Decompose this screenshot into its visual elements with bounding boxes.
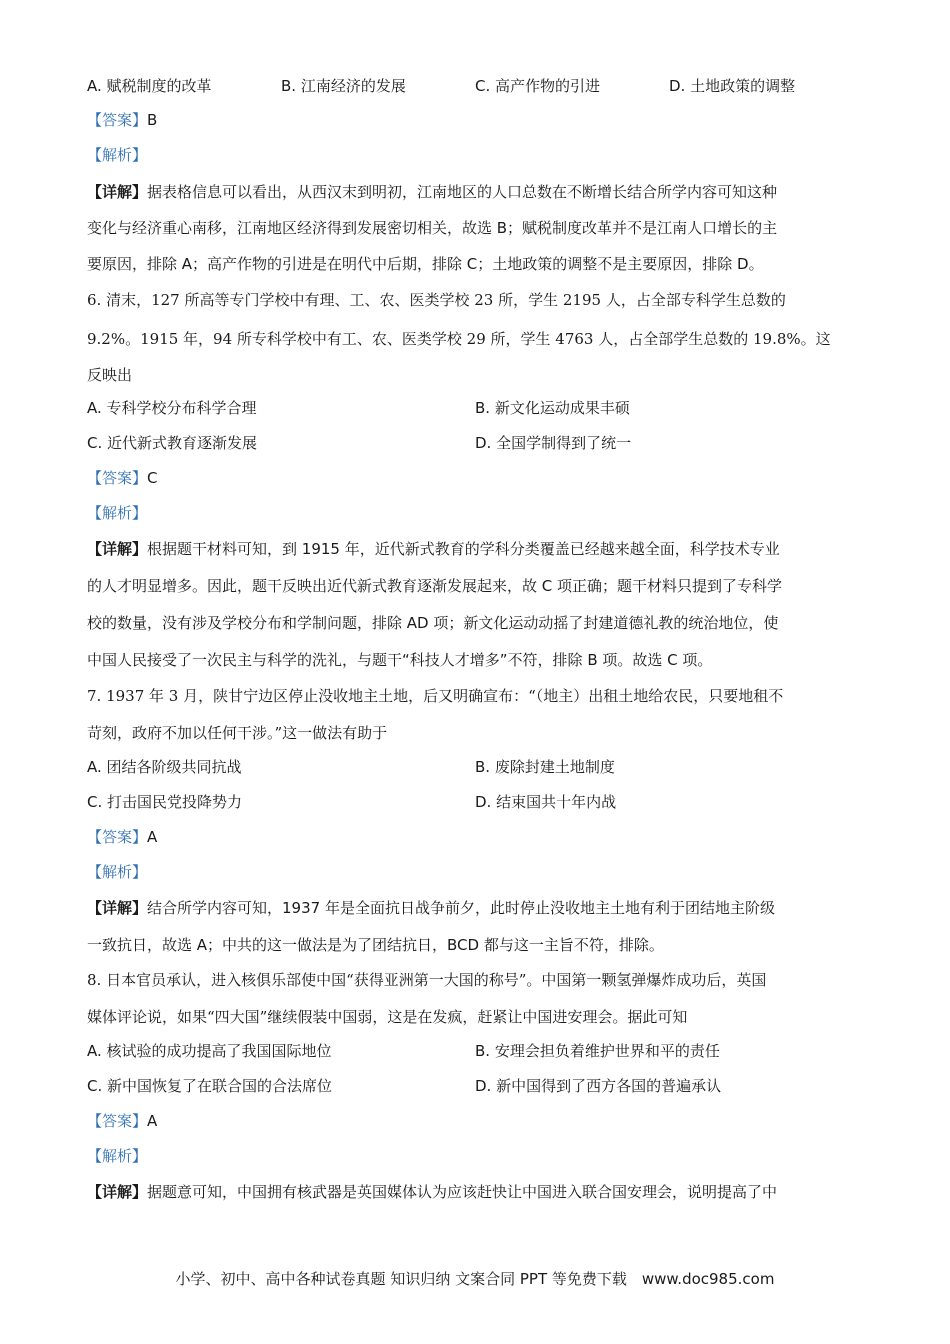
- q6-detail-line-2: 的人才明显增多。因此，题干反映出近代新式教育逐渐发展起来，故 C 项正确；题干材料只提到了专科学: [87, 577, 783, 595]
- answer-value: A: [147, 828, 158, 846]
- page-footer: 小学、初中、高中各种试卷真题 知识归纳 文案合同 PPT 等免费下载 www.doc985.com: [175, 1270, 775, 1288]
- q7-option-b: B. 废除封建土地制度: [475, 758, 615, 776]
- q5-detail-line-1: 【详解】据表格信息可以看出，从西汉末到明初，江南地区的人口总数在不断增长结合所学内容可知这种: [87, 183, 778, 201]
- q7-stem-line-2: 苛刻，政府不加以任何干涉。”这一做法有助于: [87, 724, 388, 742]
- q6-stem-line-2: 9.2%。1915 年，94 所专科学校中有工、农、医类学校 29 所，学生 4763 人，占全部学生总数的 19.8%。这: [87, 330, 831, 348]
- q6-option-c: C. 近代新式教育逐渐发展: [87, 434, 258, 452]
- q6-option-b: B. 新文化运动成果丰硕: [475, 399, 630, 417]
- q8-option-c: C. 新中国恢复了在联合国的合法席位: [87, 1077, 333, 1095]
- q6-stem-line-1: 6. 清末，127 所高等专门学校中有理、工、农、医类学校 23 所，学生 2195 人，占全部专科学生总数的: [87, 291, 786, 309]
- q7-option-c: C. 打击国民党投降势力: [87, 793, 243, 811]
- q5-option-b: B. 江南经济的发展: [281, 77, 406, 95]
- detail-tag: 【详解】: [87, 183, 148, 201]
- q8-option-a: A. 核试验的成功提高了我国国际地位: [87, 1042, 332, 1060]
- detail-tag: 【详解】: [87, 540, 148, 558]
- q5-detail-line-3: 要原因，排除 A；高产作物的引进是在明代中后期，排除 C；土地政策的调整不是主要原因，排除 D。: [87, 255, 764, 273]
- q5-analysis-tag: 【解析】: [87, 146, 148, 164]
- q7-option-d: D. 结束国共十年内战: [475, 793, 617, 811]
- detail-tag: 【详解】: [87, 1183, 148, 1201]
- answer-tag: 【答案】: [87, 1112, 148, 1130]
- answer-value: C: [147, 469, 158, 487]
- q8-option-d: D. 新中国得到了西方各国的普遍承认: [475, 1077, 722, 1095]
- q7-answer: [87, 827, 157, 847]
- q5-option-d: D. 土地政策的调整: [669, 77, 796, 95]
- q6-option-d: D. 全国学制得到了统一: [475, 434, 632, 452]
- detail-tag: 【详解】: [87, 899, 148, 917]
- answer-value: A: [147, 1112, 158, 1130]
- answer-value: B: [147, 111, 158, 129]
- q6-analysis-tag: 【解析】: [87, 504, 148, 522]
- q8-stem-line-1: 8. 日本官员承认，进入核俱乐部使中国“获得亚洲第一大国的称号”。中国第一颗氢弹爆炸成功后，英国: [87, 971, 767, 989]
- q7-detail-line-2: 一致抗日，故选 A；中共的这一做法是为了团结抗日，BCD 都与这一主旨不符，排除。: [87, 936, 664, 954]
- answer-tag: 【答案】: [87, 111, 148, 129]
- q8-analysis-tag: 【解析】: [87, 1147, 148, 1165]
- q5-detail-line-2: 变化与经济重心南移，江南地区经济得到发展密切相关，故选 B；赋税制度改革并不是江南人口增长的主: [87, 219, 778, 237]
- q6-answer: [87, 468, 158, 488]
- answer-tag: 【答案】: [87, 828, 148, 846]
- q5-option-a: A. 赋税制度的改革: [87, 77, 212, 95]
- q7-detail-line-1: 【详解】结合所学内容可知，1937 年是全面抗日战争前夕，此时停止没收地主土地有利于团结地主阶级: [87, 899, 775, 917]
- q5-answer: [87, 110, 157, 130]
- q6-detail-line-1: 【详解】根据题干材料可知，到 1915 年，近代新式教育的学科分类覆盖已经越来越全面，科学技术专业: [87, 540, 780, 558]
- q8-detail-line-1: 【详解】据题意可知，中国拥有核武器是英国媒体认为应该赶快让中国进入联合国安理会，说明提高了中: [87, 1183, 778, 1201]
- q7-stem-line-1: 7. 1937 年 3 月，陕甘宁边区停止没收地主土地，后又明确宣布：“（地主）出租土地给农民，只要地租不: [87, 687, 784, 705]
- q6-detail-line-4: 中国人民接受了一次民主与科学的洗礼，与题干“科技人才增多”不符，排除 B 项。故选 C 项。: [87, 651, 713, 669]
- q6-option-a: A. 专科学校分布科学合理: [87, 399, 257, 417]
- q6-stem-line-3: 反映出: [87, 366, 133, 384]
- q5-option-c: C. 高产作物的引进: [475, 77, 601, 95]
- q6-detail-line-3: 校的数量，没有涉及学校分布和学制问题，排除 AD 项；新文化运动动摇了封建道德礼教的统治地位，使: [87, 614, 779, 632]
- q7-option-a: A. 团结各阶级共同抗战: [87, 758, 242, 776]
- q8-stem-line-2: 媒体评论说，如果“四大国”继续假装中国弱，这是在发疯，赶紧让中国进安理会。据此可知: [87, 1008, 688, 1026]
- q8-option-b: B. 安理会担负着维护世界和平的责任: [475, 1042, 720, 1060]
- q7-analysis-tag: 【解析】: [87, 863, 148, 881]
- q8-answer: [87, 1111, 157, 1131]
- answer-tag: 【答案】: [87, 469, 148, 487]
